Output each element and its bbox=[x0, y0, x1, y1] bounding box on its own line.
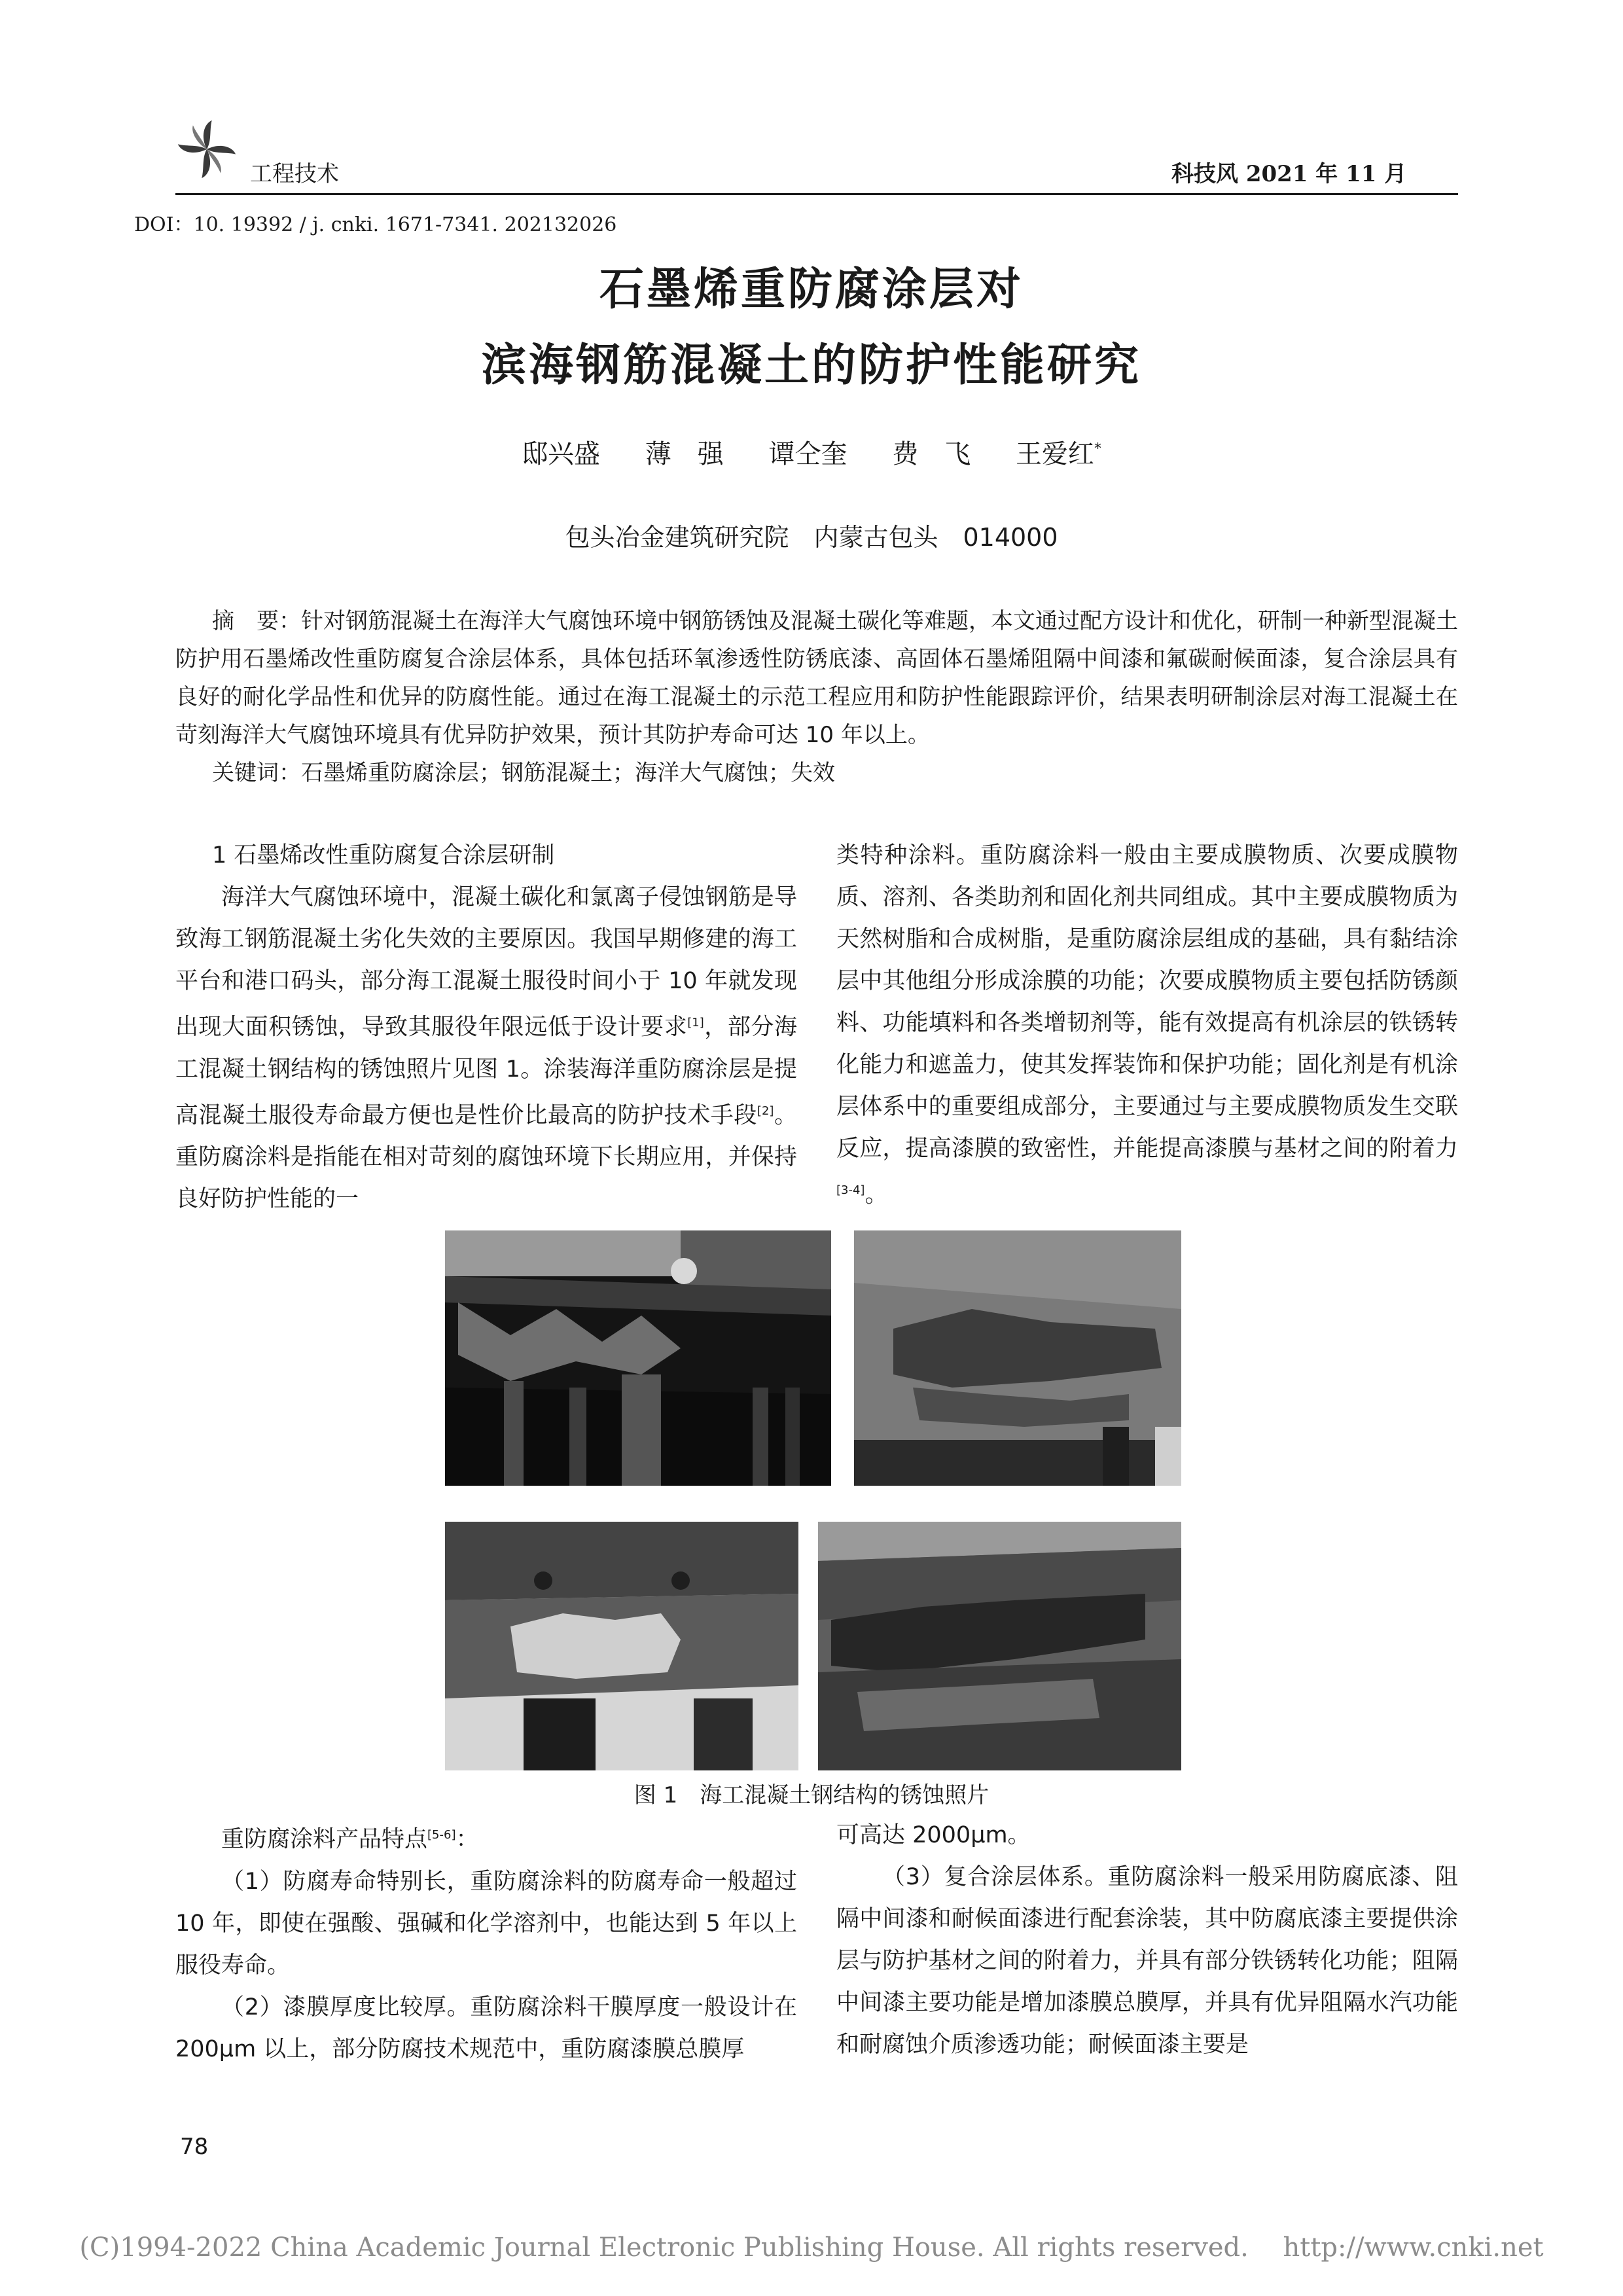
citation: [5-6] bbox=[427, 1828, 456, 1842]
doi: DOI：10. 19392 / j. cnki. 1671-7341. 202132026 bbox=[134, 213, 617, 236]
body-column-right-lower bbox=[836, 1814, 1458, 2066]
figure-photo-slab-underside bbox=[854, 1230, 1181, 1486]
paragraph-text: ，部分海工混凝土钢结构的锈蚀照片见图 1。涂装海洋重防腐涂层是提高混凝土服役寿命最方便也是性价比最高的防护技术手段 bbox=[175, 1014, 797, 1129]
paragraph bbox=[175, 1814, 797, 1861]
abstract-text: 针对钢筋混凝土在海洋大气腐蚀环境中钢筋锈蚀及混凝土碳化等难题，本文通过配方设计和优化，研制一种新型混凝土防护用石墨烯改性重防腐复合涂层体系，具体包括环氧渗透性防锈底漆、高固体石墨烯阻隔中间漆和氟碳耐候面漆，复合涂层具有良好的耐化学品性和优异的防腐性能。通过在海工混凝土的示范工程应用和防护性能跟踪评价，结果表明研制涂层对海工混凝土在苛刻海洋大气腐蚀环境具有优异防护效果，预计其防护寿命可达 10 年以上。 bbox=[175, 608, 1458, 748]
author-corresponding bbox=[1016, 439, 1101, 469]
figure-caption: 图 1 海工混凝土钢结构的锈蚀照片 bbox=[633, 1782, 990, 1808]
body-column-right bbox=[836, 834, 1458, 1216]
section-heading: 1 石墨烯改性重防腐复合涂层研制 bbox=[212, 842, 555, 869]
body-column-left-lower bbox=[175, 1814, 797, 2070]
paragraph-text: 海洋大气腐蚀环境中，混凝土碳化和氯离子侵蚀钢筋是导致海工钢筋混凝土劣化失效的主要原因。我国早期修建的海工平台和港口码头，部分海工混凝土服役时间小于 10 年就发现出现大面积锈蚀，导致其服役年限远低于设计要求 bbox=[175, 884, 797, 1041]
paragraph-text: 。 bbox=[865, 1181, 888, 1208]
keywords-label: 关键词： bbox=[212, 760, 301, 786]
paragraph: （2）漆膜厚度比较厚。重防腐涂料干膜厚度一般设计在 200μm 以上，部分防腐技术规范中，重防腐漆膜总膜厚 bbox=[175, 1994, 797, 2062]
copyright-footer: (C)1994-2022 China Academic Journal Electronic Publishing House. All rights reserved. http://www.cnki.net bbox=[79, 2233, 1544, 2263]
paragraph: 可高达 2000μm。 bbox=[836, 1822, 1031, 1848]
keywords bbox=[175, 754, 1458, 792]
author: 费 飞 bbox=[892, 439, 971, 469]
paragraph-text: 类特种涂料。重防腐涂料一般由主要成膜物质、次要成膜物质、溶剂、各类助剂和固化剂共同组成。其中主要成膜物质为天然树脂和合成树脂，是重防腐涂层组成的基础，具有黏结涂层中其他组分形成涂膜的功能；次要成膜物质主要包括防锈颜料、功能填料和各类增韧剂等，能有效提高有机涂层的铁锈转化能力和遮盖力，使其发挥装饰和保护功能；固化剂是有机涂层体系中的重要组成部分，主要通过与主要成膜物质发生交联反应，提高漆膜的致密性，并能提高漆膜与基材之间的附着力 bbox=[836, 842, 1458, 1162]
author: 薄 强 bbox=[645, 439, 724, 469]
corresponding-mark: * bbox=[1094, 440, 1101, 457]
section-label: 工程技术 bbox=[250, 161, 339, 187]
abstract bbox=[175, 602, 1458, 754]
header-rule bbox=[175, 193, 1458, 195]
keywords-text: 石墨烯重防腐涂层；钢筋混凝土；海洋大气腐蚀；失效 bbox=[301, 760, 835, 786]
body-column-left bbox=[175, 834, 797, 1220]
paragraph-text: ： bbox=[455, 1826, 479, 1853]
paragraph bbox=[836, 834, 1458, 1216]
paper-title bbox=[131, 252, 1492, 404]
paragraph-text: 。重防腐涂料是指能在相对苛刻的腐蚀环境下长期应用，并保持良好防护性能的一 bbox=[175, 1102, 797, 1213]
author: 邸兴盛 bbox=[522, 439, 601, 469]
paragraph: （3）复合涂层体系。重防腐涂料一般采用防腐底漆、阻隔中间漆和耐候面漆进行配套涂装，其中防腐底漆主要提供涂层与防护基材之间的附着力，并具有部分铁锈转化功能；阻隔中间漆主要功能是增加漆膜总膜厚，并具有优异阻隔水汽功能和耐腐蚀介质渗透功能；耐候面漆主要是 bbox=[836, 1864, 1458, 2058]
citation: [2] bbox=[757, 1103, 774, 1118]
paragraph-text: 重防腐涂料产品特点 bbox=[221, 1826, 428, 1853]
paragraph: （1）防腐寿命特别长，重防腐涂料的防腐寿命一般超过 10 年，即使在强酸、强碱和化学溶剂中，也能达到 5 年以上服役寿命。 bbox=[175, 1868, 797, 1979]
figure-photo-pile-cap-right bbox=[818, 1522, 1181, 1770]
paragraph bbox=[175, 876, 797, 1220]
author: 王爱红 bbox=[1015, 439, 1094, 469]
page-number: 78 bbox=[180, 2134, 209, 2160]
affiliation: 包头冶金建筑研究院 内蒙古包头 014000 bbox=[565, 523, 1058, 552]
author: 谭仝奎 bbox=[768, 439, 847, 469]
journal-issue-date: 科技风 2021 年 11 月 bbox=[1171, 161, 1407, 187]
journal-logo-icon bbox=[175, 118, 238, 181]
figure-photo-pier-deck bbox=[445, 1230, 831, 1486]
author-list bbox=[131, 433, 1492, 471]
abstract-label: 摘 要： bbox=[212, 608, 301, 634]
figure-photo-pile-cap-left bbox=[445, 1522, 798, 1770]
citation: [1] bbox=[687, 1016, 704, 1030]
title-line-1: 石墨烯重防腐涂层对 bbox=[599, 264, 1024, 315]
citation: [3-4] bbox=[836, 1183, 865, 1197]
title-line-2: 滨海钢筋混凝土的防护性能研究 bbox=[481, 340, 1141, 391]
